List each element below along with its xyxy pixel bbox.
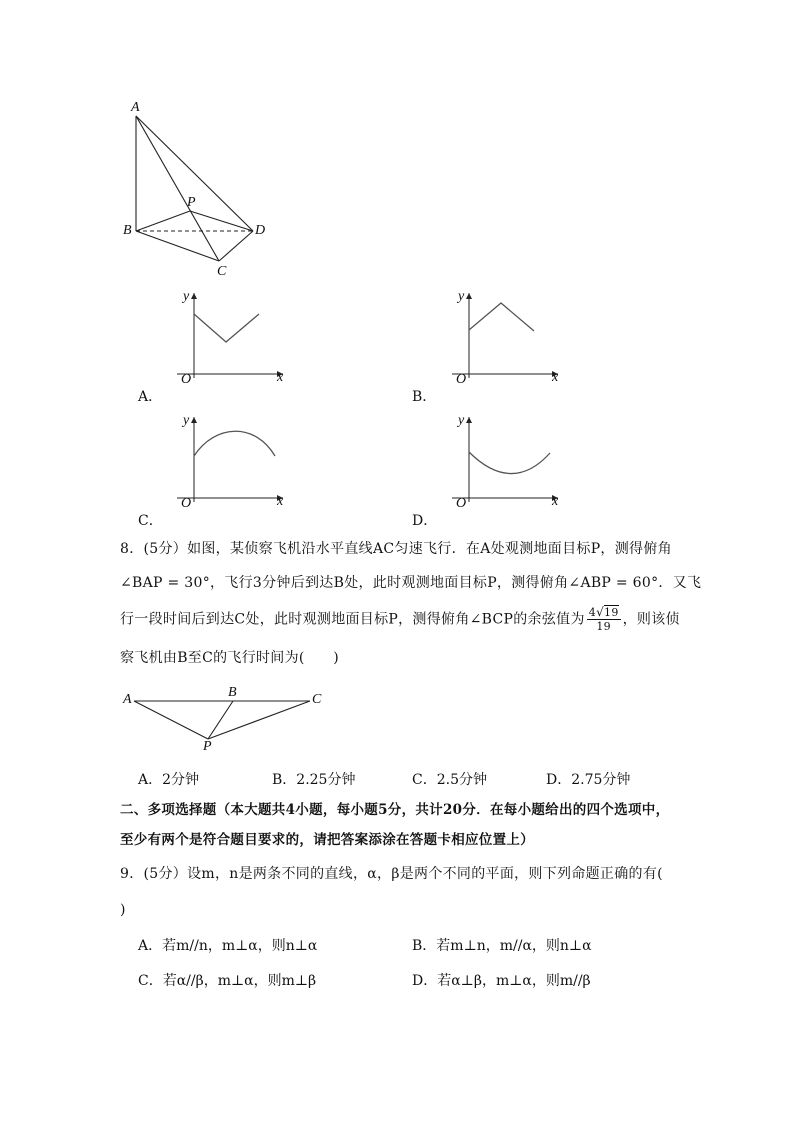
q8-point-b: B — [228, 685, 237, 700]
graph-a-origin: O — [181, 372, 192, 387]
section-2-line-2: 至少有两个是符合题目要求的，请把答案添涂在答题卡相应位置上） — [120, 832, 534, 848]
cosine-fraction: $\frac{4√19}{19}$ — [588, 605, 619, 633]
q9-option-c[interactable]: C．若α//β，m⊥α，则m⊥β — [138, 973, 317, 989]
graph-b-y-label: y — [458, 289, 465, 304]
q8-line-2: ∠BAP = 30°，飞行3分钟后到达B处，此时观测地面目标P，测得俯角∠ABP = 60°．又飞 — [120, 575, 702, 591]
q8-line-3-post: ，则该侦 — [622, 611, 680, 628]
graph-option-d[interactable]: D． — [412, 513, 438, 529]
graph-option-c[interactable]: C． — [138, 513, 163, 529]
graph-b-origin: O — [456, 372, 467, 387]
graph-option-a[interactable]: A． — [138, 389, 163, 405]
fraction-numerator-radicand: 19 — [604, 606, 619, 619]
q8-option-c[interactable]: C．2.5分钟 — [412, 772, 487, 788]
q9-line-2: ) — [120, 902, 126, 918]
vertex-label-p: P — [187, 195, 196, 210]
graph-c-x-label: x — [277, 494, 284, 509]
graph-b-x-label: x — [552, 370, 559, 385]
q8-option-b[interactable]: B．2.25分钟 — [272, 772, 356, 788]
fraction-denominator: 19 — [596, 620, 611, 633]
q8-option-d[interactable]: D．2.75分钟 — [546, 772, 631, 788]
q8-point-c: C — [312, 692, 322, 707]
graph-a-y-label: y — [183, 289, 190, 304]
graph-d-y-label: y — [458, 413, 465, 428]
q8-option-a[interactable]: A．2分钟 — [138, 772, 200, 788]
vertex-label-b: B — [123, 223, 132, 238]
graph-option-b[interactable]: B． — [412, 389, 437, 405]
graph-c-y-label: y — [183, 413, 190, 428]
graph-a-x-label: x — [277, 370, 284, 385]
q9-option-d[interactable]: D．若α⊥β，m⊥α，则m//β — [412, 973, 591, 989]
graph-d-origin: O — [456, 496, 467, 511]
vertex-label-a: A — [131, 100, 140, 115]
q8-line-4: 察飞机由B至C的飞行时间为( ) — [120, 650, 340, 666]
vertex-label-d: D — [255, 223, 266, 238]
q9-line-1: 9．(5分）设m，n是两条不同的直线，α，β是两个不同的平面，则下列命题正确的有( — [120, 866, 663, 882]
graph-c-origin: O — [181, 496, 192, 511]
q9-option-a[interactable]: A．若m//n，m⊥α，则n⊥α — [138, 938, 318, 954]
fraction-numerator-coef: 4 — [588, 606, 597, 619]
vertex-label-c: C — [217, 264, 227, 279]
q8-point-p: P — [203, 739, 212, 754]
q9-option-b[interactable]: B．若m⊥n，m//α，则n⊥α — [412, 938, 592, 954]
section-2-line-1: 二、多项选择题（本大题共4小题，每小题5分，共计20分．在每小题给出的四个选项中， — [120, 802, 670, 818]
graph-d-x-label: x — [552, 494, 559, 509]
q8-line-3-pre: 行一段时间后到达C处，此时观测地面目标P，测得俯角∠BCP的余弦值为 — [120, 611, 585, 628]
q8-line-1: 8．(5分）如图，某侦察飞机沿水平直线AC匀速飞行．在A处观测地面目标P，测得俯角 — [120, 541, 672, 557]
q8-point-a: A — [123, 692, 132, 707]
